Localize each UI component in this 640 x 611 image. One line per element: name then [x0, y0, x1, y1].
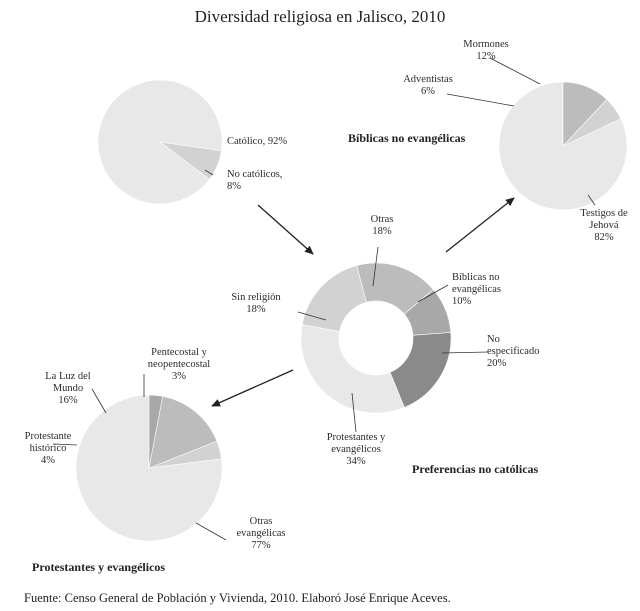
pie-1-label-4-line-1: 18% [246, 304, 266, 315]
pie-3-label-1-line-1: histórico [29, 443, 67, 454]
pie-3-label-3 [148, 347, 210, 382]
pie-2-label-0 [580, 208, 628, 243]
pie-3-label-1 [25, 431, 72, 466]
pie-2-leader-1 [447, 94, 514, 106]
pie-3-label-3-line-1: neopentecostal [147, 359, 211, 370]
pie-3-leader-2 [92, 389, 106, 413]
pie-1-label-3-line-1: evangélicos [331, 444, 381, 455]
pie-1-label-1-line-0: Bíblicas no [452, 272, 500, 283]
pie-1-label-2-line-1: especificado [487, 346, 540, 357]
pie-2-label-0-line-1: Jehová [589, 220, 619, 231]
pie-3-label-2-line-1: Mundo [52, 383, 84, 394]
arrow-to-biblicas [446, 198, 514, 252]
pie-3-label-2-line-0: La Luz del [45, 371, 91, 382]
pies-group [76, 80, 627, 541]
pie-2-label-0-line-0: Testigos de [580, 208, 628, 219]
pie-1-label-2 [487, 334, 539, 369]
pie-1-label-3 [327, 432, 386, 467]
pie-2-label-1-line-0: Adventistas [403, 74, 453, 85]
donut-hole [339, 301, 413, 375]
pie-0-label-1-line-1: 8% [227, 181, 241, 192]
pie-3-label-3-line-2: 3% [172, 371, 186, 382]
pie-2-label-1-line-1: 6% [421, 86, 435, 97]
pie-2-label-0-line-2: 82% [594, 232, 614, 243]
pie-2-label-2-line-1: 12% [476, 51, 496, 62]
section-title-biblicas: Bíblicas no evangélicas [348, 131, 466, 145]
pie-1-label-3-line-2: 34% [346, 456, 366, 467]
pie-1-label-1-line-1: evangélicas [452, 284, 501, 295]
pie-1-label-1-line-2: 10% [452, 296, 472, 307]
pie-3-label-0-line-1: evangélicas [236, 528, 286, 539]
pie-1-label-0-line-1: 18% [372, 226, 392, 237]
pie-1-label-2-line-2: 20% [487, 358, 507, 369]
pie-0-label-1 [227, 169, 282, 192]
pie-2-leader-2 [490, 58, 540, 84]
pie-0-label-1-line-0: No católicos, [227, 169, 283, 180]
pie-1-label-1 [452, 272, 501, 307]
pie-3-label-0-line-0: Otras [249, 516, 273, 527]
pie-1-label-0-line-0: Otras [370, 214, 394, 225]
pie-1-label-4-line-0: Sin religión [231, 292, 281, 303]
pie-3-label-2-line-2: 16% [58, 395, 78, 406]
pie-3-label-0 [237, 516, 286, 551]
pie-3-label-0-line-2: 77% [251, 540, 271, 551]
pie-3-leader-0 [196, 523, 226, 540]
pie-2-label-1 [403, 74, 453, 97]
source-footer: Fuente: Censo General de Población y Vivienda, 2010. Elaboró José Enrique Aceves. [24, 591, 451, 605]
pie-0-label-0 [227, 136, 287, 147]
pie-2-label-2 [463, 39, 509, 62]
pie-3-label-3-line-0: Pentecostal y [151, 347, 207, 358]
chart-title: Diversidad religiosa en Jalisco, 2010 [194, 7, 446, 26]
pie-1-label-0 [371, 214, 394, 237]
pie-3-label-1-line-2: 4% [41, 455, 55, 466]
pie-1-label-2-line-0: No [487, 334, 500, 345]
pie-0-label-0-line-0: Católico, 92% [227, 136, 288, 147]
arrow-to-protestantes [212, 370, 293, 406]
pie-3-label-2 [45, 371, 91, 406]
pie-1-label-3-line-0: Protestantes y [326, 432, 386, 443]
section-title-preferencias: Preferencias no católicas [412, 462, 539, 476]
section-title-protestantes: Protestantes y evangélicos [32, 560, 166, 574]
pie-2-label-2-line-0: Mormones [463, 39, 509, 50]
pie-1-label-4 [231, 292, 281, 315]
pie-3-label-1-line-0: Protestante [24, 431, 72, 442]
arrow-to-donut [258, 205, 313, 254]
